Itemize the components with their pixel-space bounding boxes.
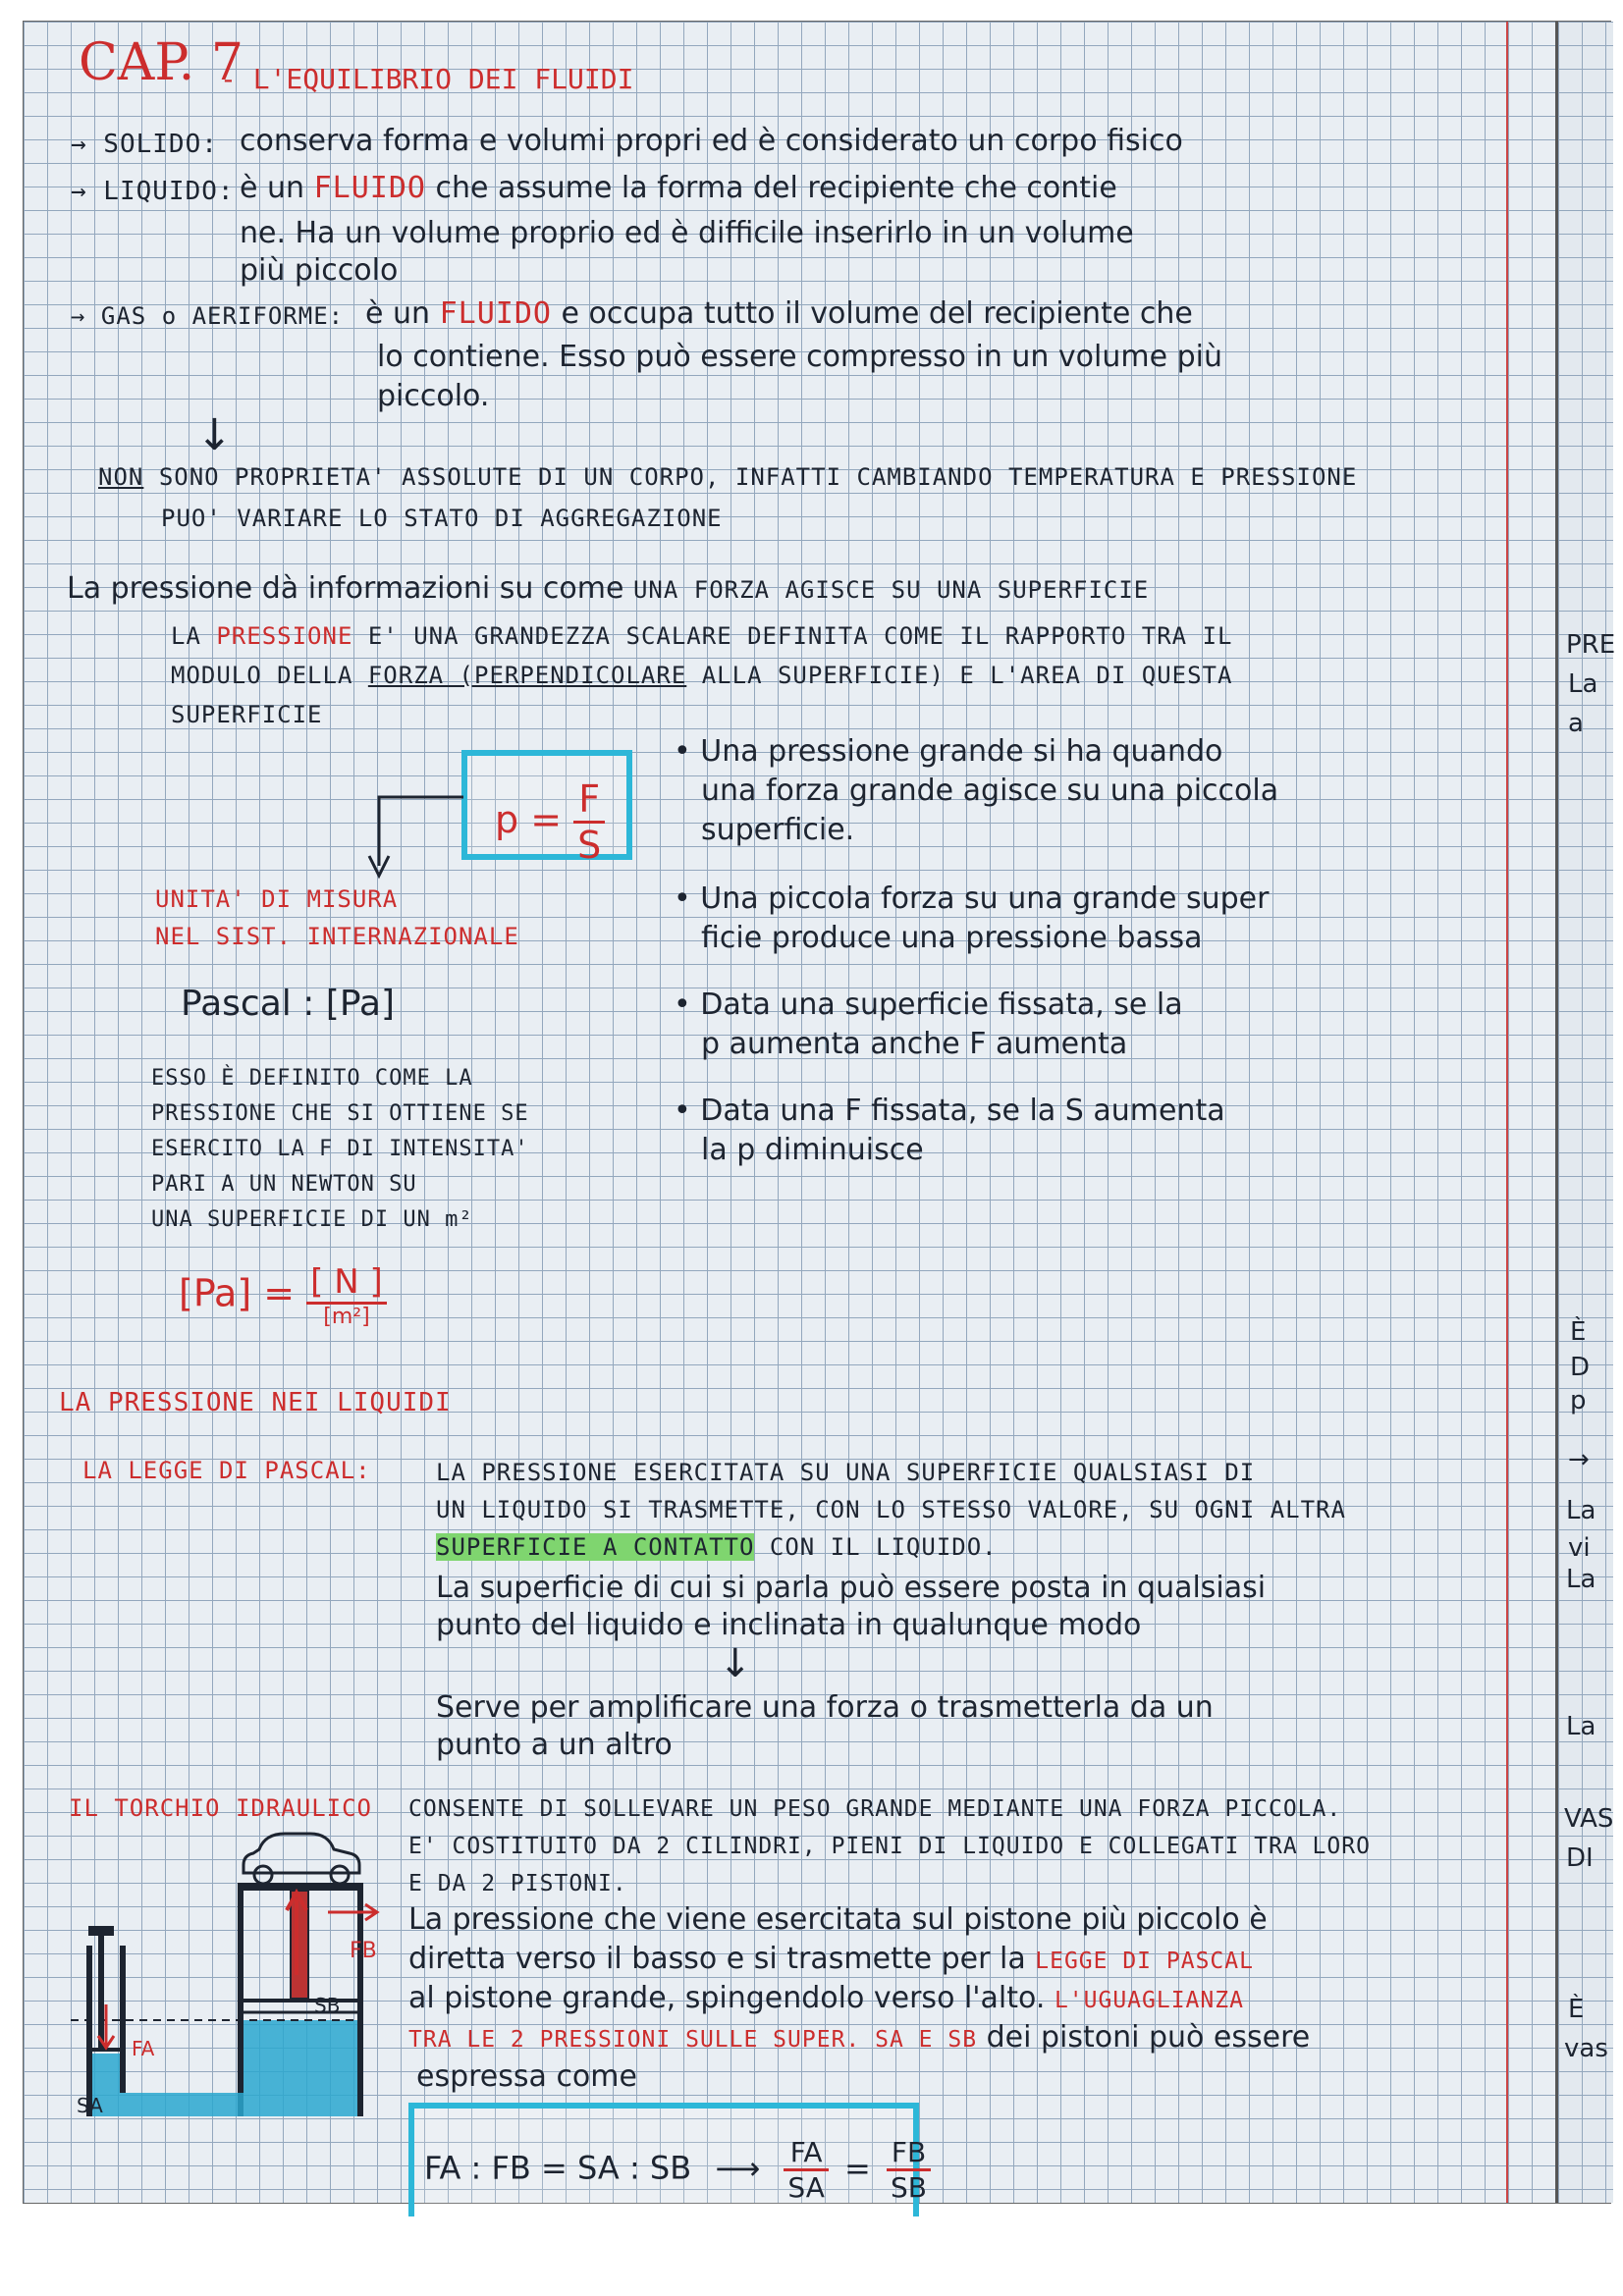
edge-10: La bbox=[1566, 1565, 1596, 1594]
serve-line-1: Serve per amplificare una forza o trasmetterla da un bbox=[436, 1690, 1214, 1725]
pascal-law-highlight: SUPERFICIE A CONTATTO bbox=[436, 1533, 755, 1561]
press-line-5-red: LEGGE DI PASCAL bbox=[1035, 1949, 1254, 1974]
pressure-line-3-b: ALLA SUPERFICIE) E L'AREA DI QUESTA bbox=[701, 662, 1233, 689]
edge-15: vas bbox=[1564, 2034, 1608, 2063]
press-formula-box bbox=[408, 2103, 927, 2216]
pressure-line-3 bbox=[171, 662, 1232, 689]
press-line-5 bbox=[408, 1942, 1254, 1976]
press-frac-b bbox=[887, 2136, 931, 2204]
bullet-1-line-1: • Una pressione grande si ha quando bbox=[674, 734, 1223, 769]
bullet-4-line-2: la p diminuisce bbox=[701, 1133, 924, 1167]
bullet-3-line-1: • Data una superficie fissata, se la bbox=[674, 988, 1183, 1022]
chapter-title: CAP. 7 bbox=[79, 33, 243, 92]
formula-den: S bbox=[577, 824, 602, 867]
note-line-2: PUO' VARIARE LO STATO DI AGGREGAZIONE bbox=[161, 505, 723, 532]
note-non: NON bbox=[98, 463, 144, 491]
car-icon bbox=[243, 1834, 359, 1884]
edge-8: La bbox=[1566, 1496, 1596, 1525]
bullet-4-line-1: • Data una F fissata, se la S aumenta bbox=[674, 1094, 1225, 1128]
press-line-3: E DA 2 PISTONI. bbox=[408, 1871, 627, 1896]
pressure-word: PRESSIONE bbox=[216, 622, 353, 650]
press-label: IL TORCHIO IDRAULICO bbox=[69, 1794, 372, 1822]
pressure-line-1-a: La pressione dà informazioni su come bbox=[67, 571, 624, 606]
pressure-line-2 bbox=[171, 622, 1232, 650]
liquido-text-2: che assume la forma del recipiente che contie bbox=[435, 171, 1117, 205]
bullet-1-line-2: una forza grande agisce su una piccola bbox=[701, 774, 1279, 808]
liquido-line-1 bbox=[240, 171, 1117, 205]
margin-line bbox=[1506, 22, 1508, 2203]
gas-text-1: è un bbox=[365, 296, 431, 331]
press-frac-a bbox=[784, 2136, 828, 2204]
liquido-text-1: è un bbox=[240, 171, 305, 205]
gas-line-1 bbox=[365, 296, 1193, 331]
hydraulic-press-diagram bbox=[63, 1828, 377, 2142]
liquido-label: → LIQUIDO: bbox=[71, 177, 235, 206]
diagram-fb-label: FB bbox=[350, 1939, 377, 1963]
edge-14: È bbox=[1568, 1995, 1585, 2024]
edge-9: vi bbox=[1568, 1533, 1591, 1563]
units-eq-left: [Pa] = bbox=[179, 1271, 296, 1315]
units-def-5: UNA SUPERFICIE DI UN m² bbox=[151, 1207, 473, 1232]
formula-fraction bbox=[573, 777, 605, 867]
edge-2: La bbox=[1568, 669, 1598, 699]
edge-11: La bbox=[1566, 1712, 1596, 1741]
units-eq-den: [m²] bbox=[323, 1305, 370, 1329]
edge-1: PRE bbox=[1566, 630, 1616, 660]
gas-line-3: lo contiene. Esso può essere compresso in un volume più bbox=[377, 340, 1222, 374]
pressure-formula bbox=[495, 777, 605, 867]
press-line-7-red: TRA LE 2 PRESSIONI SULLE SUPER. SA E SB bbox=[408, 2027, 978, 2053]
press-frac-sa: SA bbox=[787, 2171, 825, 2204]
solido-text: conserva forma e volumi propri ed è considerato un corpo fisico bbox=[240, 124, 1183, 158]
solido-label: → SOLIDO: bbox=[71, 130, 218, 159]
liquids-heading: LA PRESSIONE NEI LIQUIDI bbox=[59, 1388, 452, 1417]
formula-p: p = bbox=[495, 798, 563, 841]
formula-num: F bbox=[573, 777, 605, 824]
diagram-fa-label: FA bbox=[132, 2037, 155, 2060]
press-line-8: espressa come bbox=[416, 2059, 637, 2094]
units-equation bbox=[179, 1262, 387, 1329]
liquido-line-4: più piccolo bbox=[240, 253, 399, 288]
diagram-sb-label: SB bbox=[314, 1994, 341, 2017]
bullet-3-line-2: p aumenta anche F aumenta bbox=[701, 1027, 1128, 1061]
liquido-line-3: ne. Ha un volume proprio ed è difficile inserirlo in un volume bbox=[240, 216, 1134, 250]
pressure-line-4: SUPERFICIE bbox=[171, 701, 323, 728]
edge-6: p bbox=[1570, 1386, 1587, 1415]
press-line-7 bbox=[408, 2020, 1310, 2055]
units-def-1: ESSO È DEFINITO COME LA bbox=[151, 1066, 473, 1091]
pascal-law-label: LA LEGGE DI PASCAL: bbox=[82, 1457, 371, 1484]
units-eq-fraction bbox=[306, 1262, 387, 1329]
units-def-2: PRESSIONE CHE SI OTTIENE SE bbox=[151, 1101, 529, 1126]
press-formula bbox=[424, 2136, 931, 2204]
gas-text-2: e occupa tutto il volume del recipiente che bbox=[561, 296, 1193, 331]
pressure-line-2-a: LA bbox=[171, 622, 201, 650]
units-label-2: NEL SIST. INTERNAZIONALE bbox=[155, 923, 519, 950]
press-line-1: CONSENTE DI SOLLEVARE UN PESO GRANDE MEDIANTE UNA FORZA PICCOLA. bbox=[408, 1796, 1342, 1822]
diagram-sa-label: SA bbox=[77, 2094, 103, 2117]
pressure-line-3-a: MODULO DELLA bbox=[171, 662, 353, 689]
bullet-2-line-1: • Una piccola forza su una grande super bbox=[674, 881, 1270, 916]
gas-label: → GAS o AERIFORME: bbox=[71, 302, 345, 330]
pressure-formula-box bbox=[461, 750, 632, 867]
chapter-subtitle: - L'EQUILIBRIO DEI FLUIDI bbox=[220, 63, 634, 95]
bullet-2-line-2: ficie produce una pressione bassa bbox=[701, 921, 1203, 955]
press-line-6 bbox=[408, 1981, 1244, 2015]
notebook-page bbox=[24, 22, 1616, 2204]
pascal-law-line-3-b: CON IL LIQUIDO. bbox=[769, 1533, 998, 1561]
pressure-line-1-b: UNA FORZA AGISCE SU UNA SUPERFICIE bbox=[632, 576, 1150, 604]
press-formula-arrow: ⟶ bbox=[715, 2149, 761, 2187]
press-frac-fb: FB bbox=[887, 2136, 931, 2171]
gas-fluido: FLUIDO bbox=[439, 296, 552, 331]
serve-line-2: punto a un altro bbox=[436, 1728, 673, 1762]
units-label-1: UNITA' DI MISURA bbox=[155, 885, 399, 913]
states-arrow: ↓ bbox=[196, 410, 233, 460]
bullet-1-line-3: superficie. bbox=[701, 813, 855, 847]
edge-3: a bbox=[1568, 709, 1584, 738]
pascal-law-line-3 bbox=[436, 1533, 998, 1561]
press-line-6-red: L'UGUAGLIANZA bbox=[1054, 1988, 1244, 2013]
press-line-5-a: diretta verso il basso e si trasmette per la bbox=[408, 1942, 1026, 1976]
gas-line-4: piccolo. bbox=[377, 379, 490, 413]
pascal-law-line-4: La superficie di cui si parla può essere posta in qualsiasi bbox=[436, 1571, 1267, 1605]
press-line-2: E' COSTITUITO DA 2 CILINDRI, PIENI DI LIQUIDO E COLLEGATI TRA LORO bbox=[408, 1834, 1371, 1859]
press-frac-sb: SB bbox=[891, 2171, 927, 2204]
units-eq-num: [ N ] bbox=[306, 1262, 387, 1305]
edge-7: → bbox=[1568, 1445, 1590, 1474]
press-formula-eq: = bbox=[844, 2149, 871, 2187]
edge-13: DI bbox=[1566, 1843, 1594, 1873]
pressure-line-1 bbox=[67, 571, 1149, 606]
facing-page-strip bbox=[1555, 22, 1616, 2203]
edge-12: VAS bbox=[1564, 1804, 1614, 1834]
units-def-4: PARI A UN NEWTON SU bbox=[151, 1172, 417, 1197]
units-pascal: Pascal : [Pa] bbox=[181, 984, 396, 1024]
pressure-forza: FORZA (PERPENDICOLARE bbox=[367, 662, 687, 689]
note-text-1: SONO PROPRIETA' ASSOLUTE DI UN CORPO, INFATTI CAMBIANDO TEMPERATURA E PRESSIONE bbox=[158, 463, 1358, 491]
pascal-law-line-1: LA PRESSIONE ESERCITATA SU UNA SUPERFICIE QUALSIASI DI bbox=[436, 1459, 1256, 1486]
pascal-law-line-2: UN LIQUIDO SI TRASMETTE, CON LO STESSO VALORE, SU OGNI ALTRA bbox=[436, 1496, 1346, 1523]
edge-5: D bbox=[1570, 1353, 1591, 1382]
formula-connector-arrow bbox=[357, 787, 475, 885]
press-line-6-a: al pistone grande, spingendolo verso l'alto. bbox=[408, 1981, 1046, 2015]
press-line-4: La pressione che viene esercitata sul pistone più piccolo è bbox=[408, 1902, 1268, 1937]
pascal-law-line-5: punto del liquido e inclinata in qualunque modo bbox=[436, 1608, 1142, 1642]
press-frac-fa: FA bbox=[784, 2136, 828, 2171]
units-def-3: ESERCITO LA F DI INTENSITA' bbox=[151, 1137, 529, 1161]
pressure-line-2-b: E' UNA GRANDEZZA SCALARE DEFINITA COME IL RAPPORTO TRA IL bbox=[367, 622, 1233, 650]
pascal-law-arrow: ↓ bbox=[719, 1641, 752, 1686]
press-formula-left: FA : FB = SA : SB bbox=[424, 2149, 692, 2187]
liquido-fluido: FLUIDO bbox=[313, 171, 426, 205]
press-line-7-b: dei pistoni può essere bbox=[986, 2020, 1311, 2055]
edge-4: È bbox=[1570, 1317, 1587, 1347]
note-line-1 bbox=[98, 463, 1357, 491]
